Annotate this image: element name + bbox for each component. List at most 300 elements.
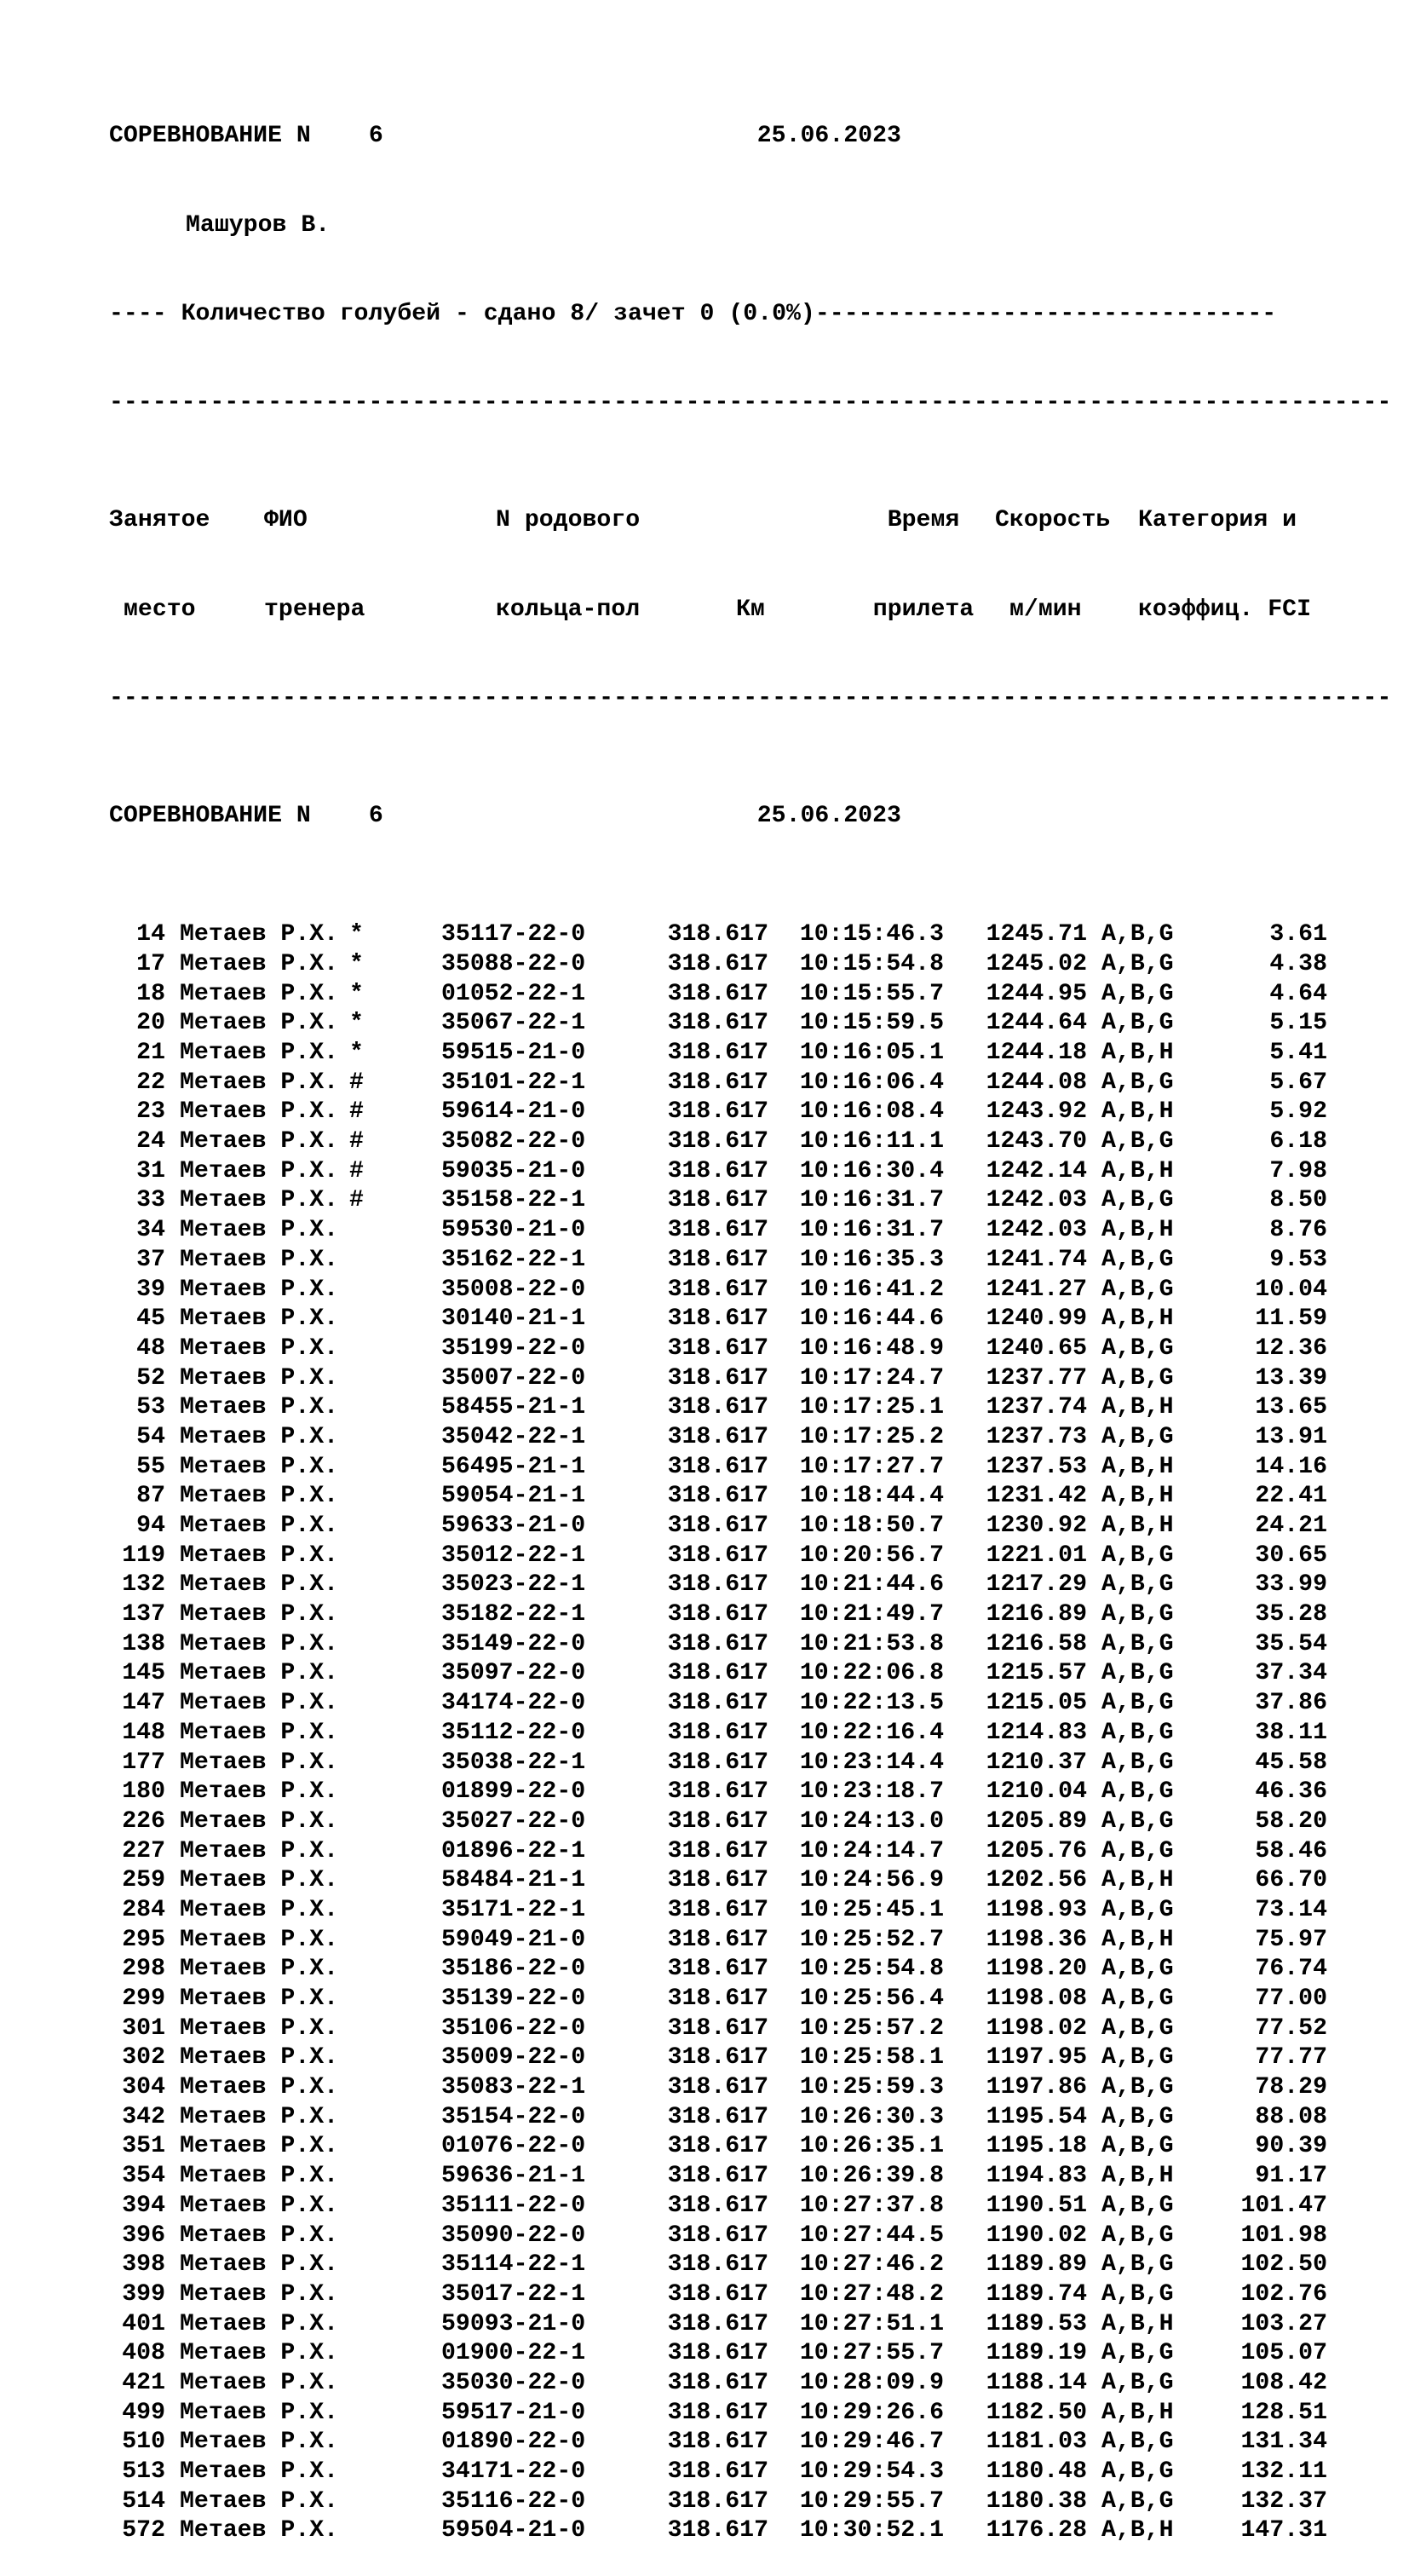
table-row	[109, 1512, 1404, 1542]
result-km: 318.617	[667, 1571, 768, 1599]
result-fci: 13.39	[1255, 1364, 1327, 1392]
table-row	[109, 2399, 1404, 2429]
result-time: 10:29:46.7	[799, 2429, 944, 2456]
result-km: 318.617	[667, 2133, 768, 2160]
result-ring: 59093-21-0	[441, 2310, 586, 2337]
result-fci: 9.53	[1269, 1246, 1327, 1273]
result-name: Метаев Р.Х.	[180, 2487, 339, 2515]
result-speed: 1197.95	[986, 2044, 1087, 2072]
result-ring: 58455-21-1	[441, 1394, 586, 1421]
result-ring: 34174-22-0	[441, 1690, 586, 1717]
result-speed: 1198.20	[986, 1956, 1087, 1983]
result-time: 10:27:48.2	[799, 2280, 944, 2308]
result-name: Метаев Р.Х.	[180, 1187, 339, 1214]
result-fci: 8.76	[1269, 1217, 1327, 1244]
result-time: 10:22:16.4	[799, 1719, 944, 1746]
result-ring: 01890-22-0	[441, 2429, 586, 2456]
result-speed: 1182.50	[986, 2399, 1087, 2426]
result-name: Метаев Р.Х.	[180, 2517, 339, 2544]
result-km: 318.617	[667, 1305, 768, 1333]
result-ring: 30140-21-1	[441, 1305, 586, 1333]
result-place: 510	[122, 2429, 165, 2456]
result-time: 10:16:35.3	[799, 1246, 944, 1273]
result-category: A,B,G	[1101, 2487, 1174, 2515]
result-km: 318.617	[667, 2074, 768, 2101]
result-mark: *	[349, 1040, 364, 1067]
result-km: 318.617	[667, 1069, 768, 1096]
result-ring: 35171-22-1	[441, 1896, 586, 1923]
result-name: Метаев Р.Х.	[180, 1334, 339, 1362]
table-row	[109, 2132, 1404, 2162]
table-row	[109, 1276, 1404, 1305]
table-row	[109, 1098, 1404, 1127]
col-ring-header: N родового	[496, 507, 641, 534]
result-ring: 35112-22-0	[441, 1719, 586, 1746]
owner-name: Машуров В.	[186, 211, 331, 239]
result-fci: 3.61	[1269, 921, 1327, 948]
result-ring: 59504-21-0	[441, 2517, 586, 2544]
result-km: 318.617	[667, 2103, 768, 2130]
result-ring: 35009-22-0	[441, 2044, 586, 2072]
result-time: 10:16:05.1	[799, 1040, 944, 1067]
result-category: A,B,G	[1101, 950, 1174, 977]
result-category: A,B,H	[1101, 2517, 1174, 2544]
result-place: 53	[136, 1394, 165, 1421]
result-ring: 35182-22-1	[441, 1601, 586, 1628]
result-speed: 1198.02	[986, 2014, 1087, 2042]
result-speed: 1176.28	[986, 2517, 1087, 2544]
result-ring: 34171-22-0	[441, 2458, 586, 2486]
result-name: Метаев Р.Х.	[180, 1276, 339, 1303]
result-time: 10:15:59.5	[799, 1010, 944, 1037]
table-row	[109, 2516, 1404, 2546]
result-km: 318.617	[667, 1985, 768, 2013]
result-time: 10:17:24.7	[799, 1364, 944, 1392]
result-km: 318.617	[667, 2399, 768, 2426]
result-speed: 1215.57	[986, 1660, 1087, 1687]
result-ring: 01899-22-0	[441, 1778, 586, 1806]
col-place-header: Занятое	[109, 507, 210, 534]
result-place: 147	[122, 1690, 165, 1717]
result-place: 295	[122, 1926, 165, 1953]
result-place: 513	[122, 2458, 165, 2486]
col-speed-header: Скорость	[995, 507, 1111, 534]
result-place: 52	[136, 1364, 165, 1392]
table-row	[109, 1807, 1404, 1837]
table-row	[109, 1866, 1404, 1896]
result-km: 318.617	[667, 1513, 768, 1540]
result-km: 318.617	[667, 1542, 768, 1569]
result-time: 10:29:54.3	[799, 2458, 944, 2486]
result-name: Метаев Р.Х.	[180, 1926, 339, 1953]
result-ring: 35106-22-0	[441, 2014, 586, 2042]
result-place: 37	[136, 1246, 165, 1273]
result-speed: 1195.54	[986, 2103, 1087, 2130]
result-name: Метаев Р.Х.	[180, 2369, 339, 2396]
result-time: 10:17:27.7	[799, 1453, 944, 1480]
result-time: 10:29:55.7	[799, 2487, 944, 2515]
result-fci: 131.34	[1240, 2429, 1327, 2456]
result-category: A,B,G	[1101, 1690, 1174, 1717]
result-speed: 1244.18	[986, 1040, 1087, 1067]
result-category: A,B,G	[1101, 1630, 1174, 1657]
result-km: 318.617	[667, 1690, 768, 1717]
result-place: 572	[122, 2517, 165, 2544]
result-place: 48	[136, 1334, 165, 1362]
result-km: 318.617	[667, 980, 768, 1007]
result-km: 318.617	[667, 1423, 768, 1450]
table-row	[109, 980, 1404, 1010]
results-table	[109, 920, 1404, 2546]
result-ring: 35158-22-1	[441, 1187, 586, 1214]
result-place: 342	[122, 2103, 165, 2130]
table-row	[109, 1246, 1404, 1276]
result-ring: 35139-22-0	[441, 1985, 586, 2013]
table-row	[109, 2487, 1404, 2517]
result-km: 318.617	[667, 1630, 768, 1657]
result-category: A,B,G	[1101, 2014, 1174, 2042]
col-name-header: ФИО	[264, 507, 308, 534]
result-category: A,B,H	[1101, 1098, 1174, 1126]
result-fci: 90.39	[1255, 2133, 1327, 2160]
result-fci: 75.97	[1255, 1926, 1327, 1953]
result-ring: 35162-22-1	[441, 1246, 586, 1273]
result-ring: 01076-22-0	[441, 2133, 586, 2160]
result-place: 20	[136, 1010, 165, 1037]
result-name: Метаев Р.Х.	[180, 1513, 339, 1540]
result-speed: 1242.03	[986, 1217, 1087, 1244]
result-place: 301	[122, 2014, 165, 2042]
table-row	[109, 1009, 1404, 1039]
result-mark: *	[349, 950, 364, 977]
result-category: A,B,G	[1101, 1985, 1174, 2013]
table-row	[109, 2280, 1404, 2310]
result-speed: 1195.18	[986, 2133, 1087, 2160]
result-category: A,B,G	[1101, 1187, 1174, 1214]
table-row	[109, 1630, 1404, 1660]
result-category: A,B,G	[1101, 1128, 1174, 1155]
result-speed: 1210.04	[986, 1778, 1087, 1806]
result-category: A,B,G	[1101, 2103, 1174, 2130]
result-mark: *	[349, 980, 364, 1007]
result-ring: 35012-22-1	[441, 1542, 586, 1569]
result-speed: 1210.37	[986, 1749, 1087, 1776]
result-category: A,B,G	[1101, 1660, 1174, 1687]
result-mark: #	[349, 1128, 364, 1155]
result-name: Метаев Р.Х.	[180, 1837, 339, 1864]
result-category: A,B,G	[1101, 1334, 1174, 1362]
result-ring: 35149-22-0	[441, 1630, 586, 1657]
result-name: Метаев Р.Х.	[180, 1985, 339, 2013]
table-row	[109, 2103, 1404, 2133]
table-row	[109, 2428, 1404, 2458]
result-km: 318.617	[667, 1217, 768, 1244]
result-speed: 1189.19	[986, 2340, 1087, 2367]
result-speed: 1180.38	[986, 2487, 1087, 2515]
result-speed: 1216.89	[986, 1601, 1087, 1628]
table-row	[109, 1216, 1404, 1246]
result-name: Метаев Р.Х.	[180, 980, 339, 1007]
result-name: Метаев Р.Х.	[180, 1157, 339, 1184]
result-category: A,B,H	[1101, 1157, 1174, 1184]
result-km: 318.617	[667, 1778, 768, 1806]
table-row	[109, 1896, 1404, 1926]
result-place: 351	[122, 2133, 165, 2160]
result-speed: 1197.86	[986, 2074, 1087, 2101]
table-row	[109, 1985, 1404, 2014]
divider-header: -----------------------------------------------------------------------------------------	[109, 684, 1392, 712]
col-km-header: Км	[736, 596, 765, 623]
result-name: Метаев Р.Х.	[180, 1630, 339, 1657]
table-row	[109, 2043, 1404, 2073]
table-row	[109, 1039, 1404, 1069]
result-ring: 35007-22-0	[441, 1364, 586, 1392]
result-category: A,B,G	[1101, 921, 1174, 948]
result-place: 259	[122, 1867, 165, 1894]
result-time: 10:27:55.7	[799, 2340, 944, 2367]
result-speed: 1189.53	[986, 2310, 1087, 2337]
result-category: A,B,H	[1101, 1040, 1174, 1067]
result-ring: 01900-22-1	[441, 2340, 586, 2367]
result-category: A,B,H	[1101, 1394, 1174, 1421]
result-category: A,B,G	[1101, 2458, 1174, 2486]
result-time: 10:16:08.4	[799, 1098, 944, 1126]
result-km: 318.617	[667, 1394, 768, 1421]
result-ring: 35090-22-0	[441, 2222, 586, 2249]
result-km: 318.617	[667, 1926, 768, 1953]
result-km: 318.617	[667, 921, 768, 948]
competition-date: 25.06.2023	[756, 123, 901, 150]
result-fci: 78.29	[1255, 2074, 1327, 2101]
result-time: 10:25:45.1	[799, 1896, 944, 1923]
result-time: 10:24:14.7	[799, 1837, 944, 1864]
result-fci: 102.76	[1240, 2280, 1327, 2308]
result-time: 10:21:49.7	[799, 1601, 944, 1628]
result-speed: 1216.58	[986, 1630, 1087, 1657]
result-place: 22	[136, 1069, 165, 1096]
result-name: Метаев Р.Х.	[180, 2251, 339, 2279]
table-row	[109, 2073, 1404, 2103]
result-name: Метаев Р.Х.	[180, 1394, 339, 1421]
result-speed: 1180.48	[986, 2458, 1087, 2486]
result-speed: 1240.65	[986, 1334, 1087, 1362]
table-row	[109, 920, 1404, 950]
result-ring: 35116-22-0	[441, 2487, 586, 2515]
result-place: 398	[122, 2251, 165, 2279]
table-row	[109, 2162, 1404, 2192]
result-speed: 1231.42	[986, 1483, 1087, 1510]
result-speed: 1221.01	[986, 1542, 1087, 1569]
result-place: 302	[122, 2044, 165, 2072]
result-time: 10:27:44.5	[799, 2222, 944, 2249]
result-km: 318.617	[667, 2369, 768, 2396]
result-fci: 132.11	[1240, 2458, 1327, 2486]
result-name: Метаев Р.Х.	[180, 2103, 339, 2130]
result-km: 318.617	[667, 1749, 768, 1776]
result-time: 10:25:58.1	[799, 2044, 944, 2072]
result-time: 10:23:14.4	[799, 1749, 944, 1776]
result-ring: 35027-22-0	[441, 1807, 586, 1835]
result-time: 10:16:31.7	[799, 1187, 944, 1214]
result-time: 10:18:44.4	[799, 1483, 944, 1510]
result-time: 10:26:39.8	[799, 2163, 944, 2190]
result-speed: 1245.71	[986, 921, 1087, 948]
result-speed: 1237.53	[986, 1453, 1087, 1480]
result-place: 145	[122, 1660, 165, 1687]
result-place: 298	[122, 1956, 165, 1983]
result-speed: 1190.02	[986, 2222, 1087, 2249]
result-time: 10:26:35.1	[799, 2133, 944, 2160]
result-name: Метаев Р.Х.	[180, 1778, 339, 1806]
result-ring: 35088-22-0	[441, 950, 586, 977]
result-time: 10:16:11.1	[799, 1128, 944, 1155]
result-category: A,B,G	[1101, 2222, 1174, 2249]
result-fci: 6.18	[1269, 1128, 1327, 1155]
result-place: 138	[122, 1630, 165, 1657]
result-speed: 1237.74	[986, 1394, 1087, 1421]
result-speed: 1198.36	[986, 1926, 1087, 1953]
result-speed: 1189.89	[986, 2251, 1087, 2279]
result-category: A,B,G	[1101, 2340, 1174, 2367]
result-category: A,B,G	[1101, 1542, 1174, 1569]
result-ring: 56495-21-1	[441, 1453, 586, 1480]
result-ring: 59035-21-0	[441, 1157, 586, 1184]
result-time: 10:26:30.3	[799, 2103, 944, 2130]
result-category: A,B,G	[1101, 1778, 1174, 1806]
result-category: A,B,G	[1101, 2429, 1174, 2456]
result-speed: 1243.92	[986, 1098, 1087, 1126]
result-km: 318.617	[667, 1807, 768, 1835]
result-mark: #	[349, 1187, 364, 1214]
result-km: 318.617	[667, 1601, 768, 1628]
result-speed: 1198.93	[986, 1896, 1087, 1923]
result-category: A,B,G	[1101, 1896, 1174, 1923]
result-km: 318.617	[667, 1364, 768, 1392]
result-category: A,B,H	[1101, 1483, 1174, 1510]
result-place: 87	[136, 1483, 165, 1510]
result-place: 396	[122, 2222, 165, 2249]
result-speed: 1205.76	[986, 1837, 1087, 1864]
result-time: 10:25:59.3	[799, 2074, 944, 2101]
result-ring: 59049-21-0	[441, 1926, 586, 1953]
result-name: Метаев Р.Х.	[180, 2222, 339, 2249]
result-km: 318.617	[667, 1187, 768, 1214]
result-ring: 35023-22-1	[441, 1571, 586, 1599]
result-km: 318.617	[667, 1246, 768, 1273]
result-time: 10:21:44.6	[799, 1571, 944, 1599]
result-name: Метаев Р.Х.	[180, 1867, 339, 1894]
result-time: 10:25:52.7	[799, 1926, 944, 1953]
result-km: 318.617	[667, 1483, 768, 1510]
result-fci: 77.77	[1255, 2044, 1327, 2072]
result-fci: 58.20	[1255, 1807, 1327, 1835]
result-category: A,B,G	[1101, 2280, 1174, 2308]
result-fci: 38.11	[1255, 1719, 1327, 1746]
result-fci: 37.34	[1255, 1660, 1327, 1687]
result-speed: 1188.14	[986, 2369, 1087, 2396]
table-row	[109, 1570, 1404, 1600]
result-place: 39	[136, 1276, 165, 1303]
result-km: 318.617	[667, 2163, 768, 2190]
result-time: 10:29:26.6	[799, 2399, 944, 2426]
result-speed: 1215.05	[986, 1690, 1087, 1717]
result-km: 318.617	[667, 2487, 768, 2515]
result-category: A,B,G	[1101, 1571, 1174, 1599]
result-ring: 59530-21-0	[441, 1217, 586, 1244]
result-category: A,B,G	[1101, 980, 1174, 1007]
result-name: Метаев Р.Х.	[180, 2310, 339, 2337]
result-km: 318.617	[667, 2192, 768, 2219]
result-ring: 35154-22-0	[441, 2103, 586, 2130]
result-time: 10:25:56.4	[799, 1985, 944, 2013]
result-km: 318.617	[667, 1453, 768, 1480]
result-place: 34	[136, 1217, 165, 1244]
table-row	[109, 2310, 1404, 2340]
result-fci: 13.91	[1255, 1423, 1327, 1450]
result-category: A,B,H	[1101, 2163, 1174, 2190]
table-row	[109, 1542, 1404, 1571]
result-km: 318.617	[667, 2340, 768, 2367]
result-fci: 128.51	[1240, 2399, 1327, 2426]
result-name: Метаев Р.Х.	[180, 2044, 339, 2072]
result-fci: 108.42	[1240, 2369, 1327, 2396]
result-ring: 59636-21-1	[441, 2163, 586, 2190]
result-category: A,B,G	[1101, 2369, 1174, 2396]
table-row	[109, 2192, 1404, 2222]
result-fci: 13.65	[1255, 1394, 1327, 1421]
result-ring: 35008-22-0	[441, 1276, 586, 1303]
result-mark: #	[349, 1069, 364, 1096]
result-place: 499	[122, 2399, 165, 2426]
result-name: Метаев Р.Х.	[180, 1040, 339, 1067]
result-fci: 7.98	[1269, 1157, 1327, 1184]
result-ring: 59517-21-0	[441, 2399, 586, 2426]
result-name: Метаев Р.Х.	[180, 1749, 339, 1776]
divider-top: -----------------------------------------------------------------------------------------	[109, 389, 1392, 416]
pigeon-summary: Количество голубей - сдано 8/ зачет 0 (0.0%)	[181, 300, 815, 327]
result-speed: 1214.83	[986, 1719, 1087, 1746]
result-category: A,B,G	[1101, 1276, 1174, 1303]
result-fci: 101.98	[1240, 2222, 1327, 2249]
result-fci: 35.28	[1255, 1601, 1327, 1628]
table-row	[109, 2458, 1404, 2487]
result-mark: *	[349, 921, 364, 948]
result-category: A,B,H	[1101, 1453, 1174, 1480]
result-name: Метаев Р.Х.	[180, 1098, 339, 1126]
result-place: 148	[122, 1719, 165, 1746]
result-fci: 76.74	[1255, 1956, 1327, 1983]
result-time: 10:15:46.3	[799, 921, 944, 948]
result-name: Метаев Р.Х.	[180, 1069, 339, 1096]
result-time: 10:17:25.2	[799, 1423, 944, 1450]
result-fci: 66.70	[1255, 1867, 1327, 1894]
table-row	[109, 1393, 1404, 1423]
result-km: 318.617	[667, 1956, 768, 1983]
result-time: 10:25:57.2	[799, 2014, 944, 2042]
result-time: 10:21:53.8	[799, 1630, 944, 1657]
result-fci: 91.17	[1255, 2163, 1327, 2190]
result-ring: 59054-21-1	[441, 1483, 586, 1510]
result-km: 318.617	[667, 1098, 768, 1126]
table-row	[109, 1837, 1404, 1867]
result-place: 94	[136, 1513, 165, 1540]
result-ring: 35017-22-1	[441, 2280, 586, 2308]
result-speed: 1198.08	[986, 1985, 1087, 2013]
result-place: 54	[136, 1423, 165, 1450]
result-name: Метаев Р.Х.	[180, 2074, 339, 2101]
table-row	[109, 1482, 1404, 1512]
result-time: 10:15:55.7	[799, 980, 944, 1007]
